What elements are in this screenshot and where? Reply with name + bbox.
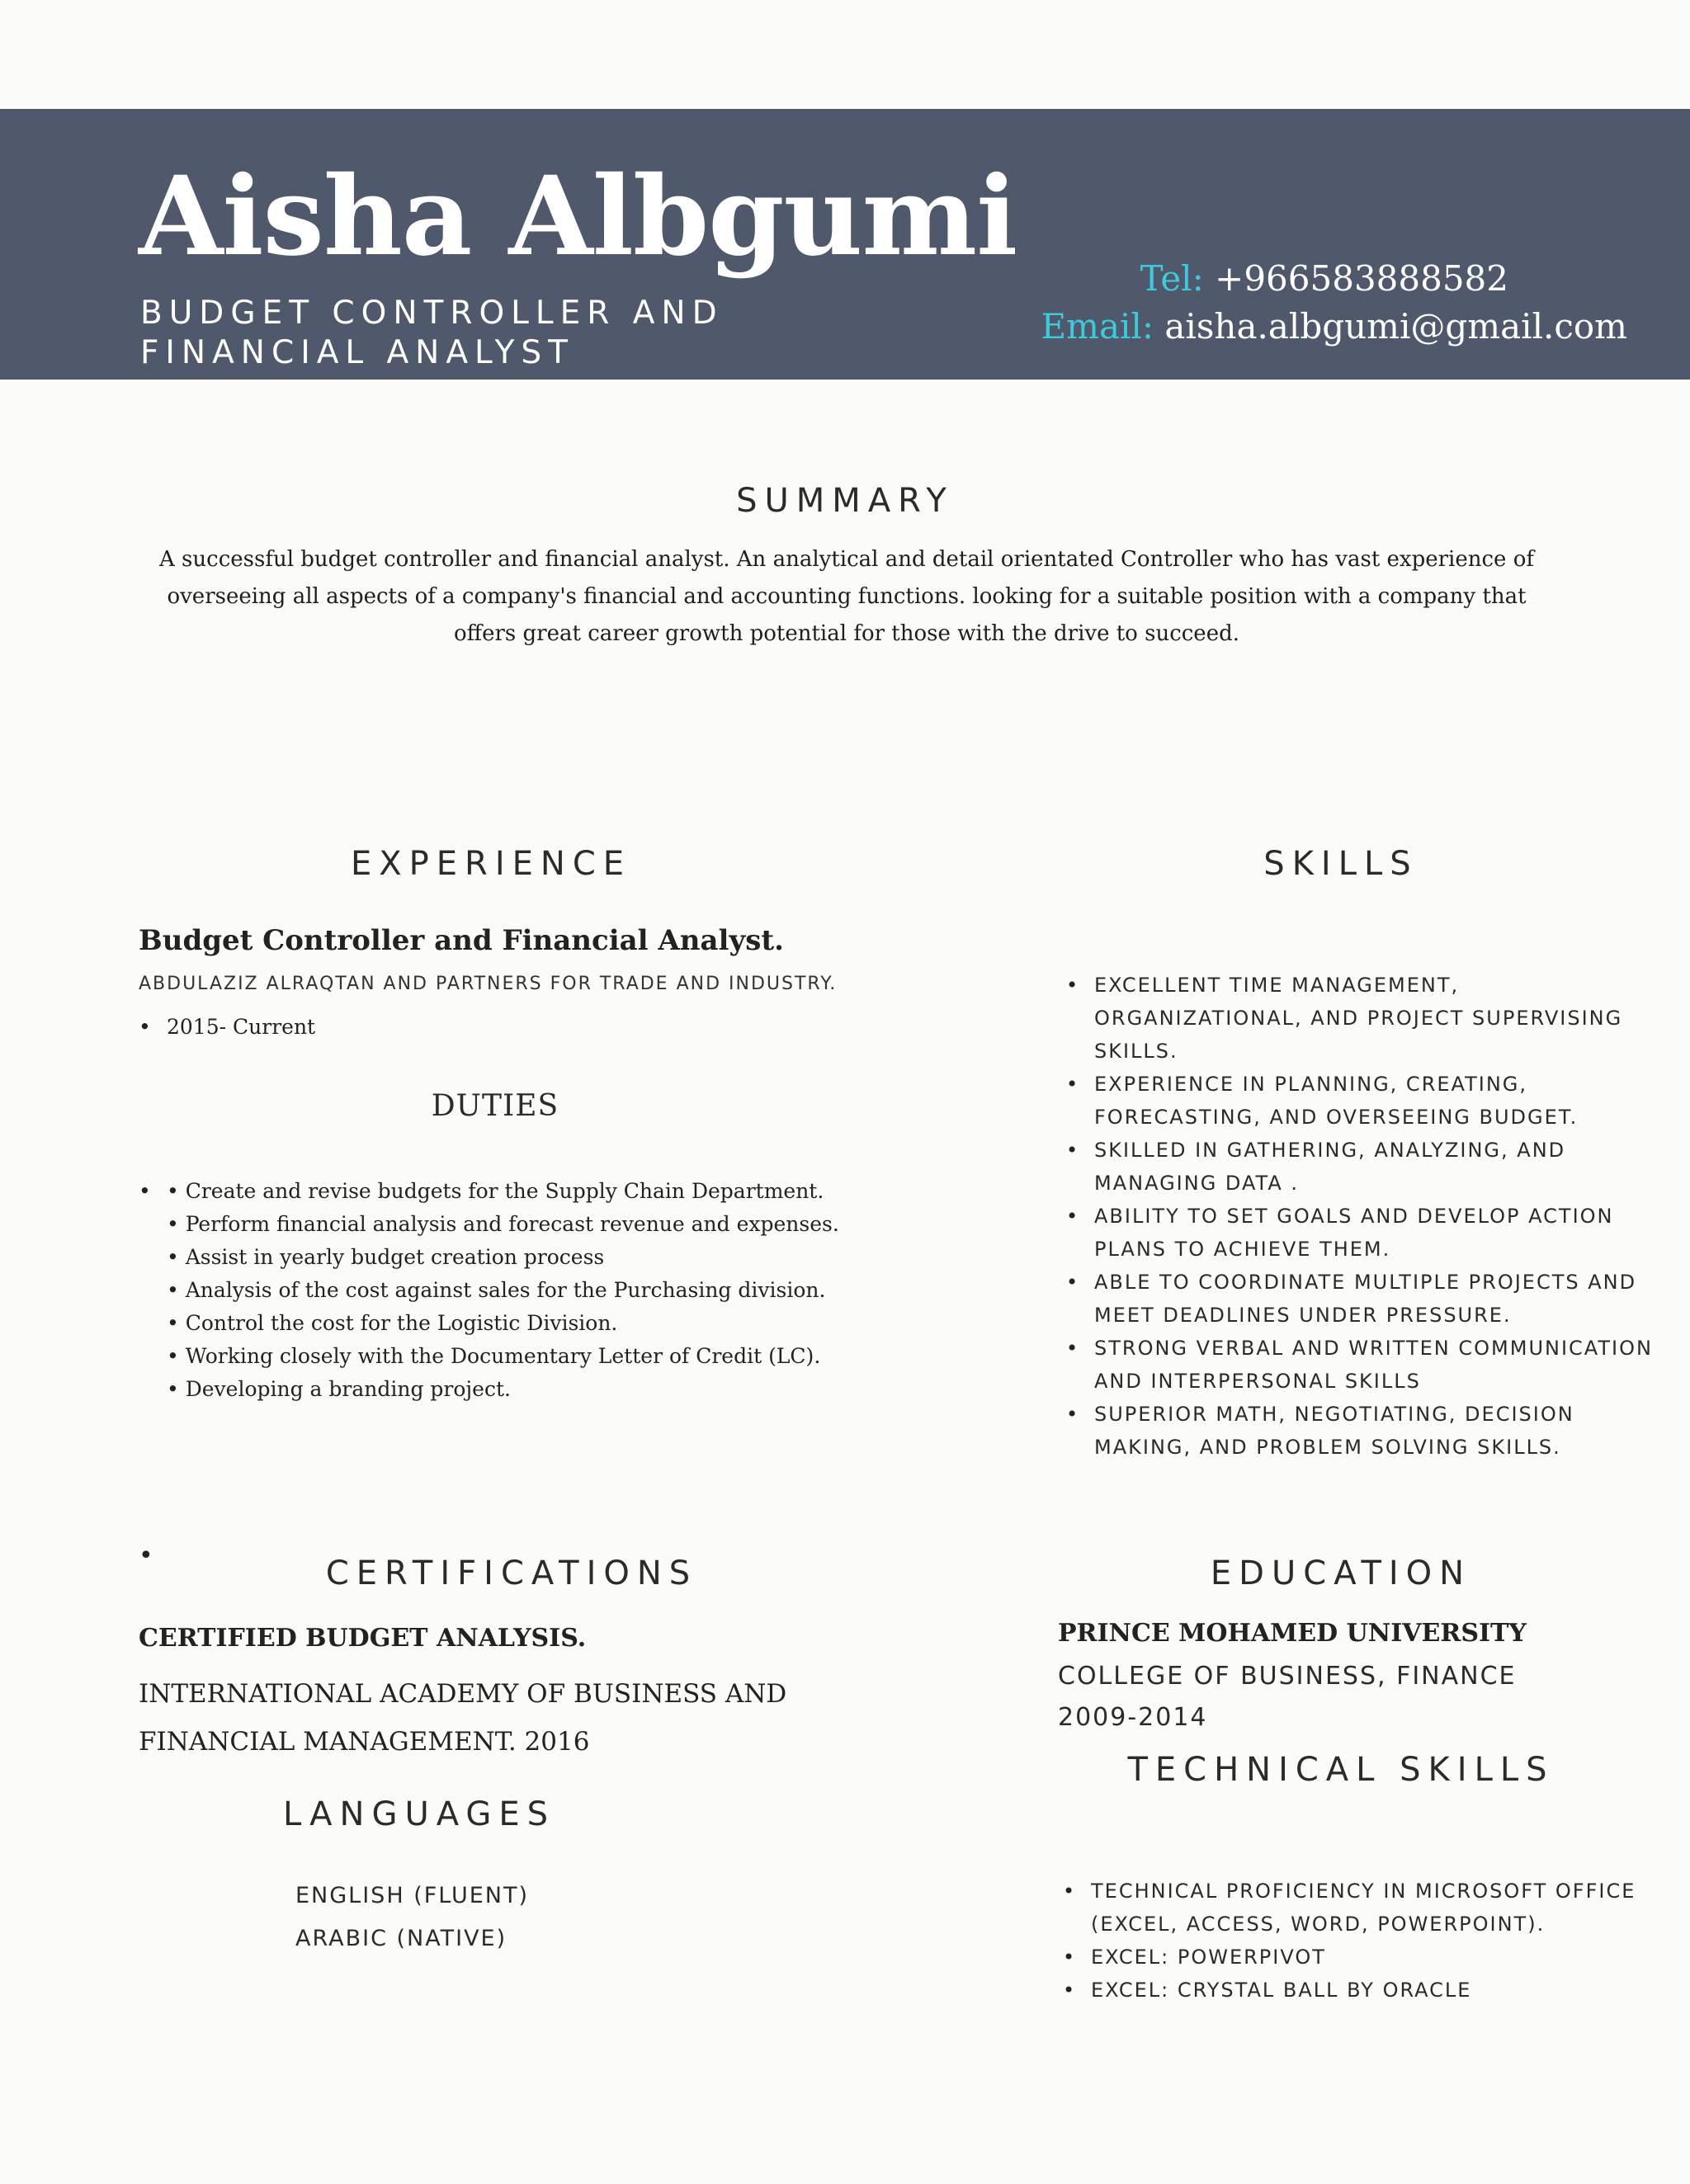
period-list bbox=[167, 1011, 315, 1044]
duty-item: • • Create and revise budgets for the Supply Chain Department. bbox=[167, 1175, 893, 1208]
duty-item: • Perform financial analysis and forecast revenue and expenses. bbox=[167, 1212, 839, 1236]
candidate-name: Aisha Albgumi bbox=[139, 153, 1017, 281]
education-years: 2009-2014 bbox=[1058, 1703, 1208, 1732]
duty-item: • Control the cost for the Logistic Division. bbox=[167, 1311, 618, 1335]
stray-bullet: • bbox=[139, 1541, 153, 1570]
languages-list bbox=[295, 1875, 529, 1960]
duty-item: • Developing a branding project. bbox=[167, 1377, 511, 1401]
job-title: BUDGET CONTROLLER AND FINANCIAL ANALYST bbox=[140, 295, 724, 371]
skill-item: • ABLE TO COORDINATE MULTIPLE PROJECTS AND MEET DEADLINES UNDER PRESSURE. bbox=[1094, 1266, 1672, 1332]
duty-item: • Analysis of the cost against sales for the Purchasing division. bbox=[167, 1278, 826, 1302]
tel-value: +966583888582 bbox=[1215, 258, 1508, 299]
tel-label: Tel: bbox=[1140, 258, 1204, 299]
company-name: ABDULAZIZ ALRAQTAN AND PARTNERS FOR TRADE AND INDUSTRY. bbox=[139, 974, 838, 994]
skill-item: • ABILITY TO SET GOALS AND DEVELOP ACTION PLANS TO ACHIEVE THEM. bbox=[1094, 1200, 1672, 1266]
skill-item: • SKILLED IN GATHERING, ANALYZING, AND MANAGING DATA . bbox=[1094, 1134, 1672, 1200]
certifications-heading: CERTIFICATIONS bbox=[325, 1554, 698, 1592]
technical-skills-heading: TECHNICAL SKILLS bbox=[1127, 1751, 1555, 1789]
summary-text: A successful budget controller and financial analyst. An analytical and detail orientated Controller who has vast experience of overseeing all aspects of a company's financial and accounting functions. looking for a suitable position with a company that offers great career growth potential for those with the drive to succeed. bbox=[159, 547, 1534, 646]
technical-skills-list bbox=[1091, 1875, 1669, 2007]
education-college: COLLEGE OF BUSINESS, FINANCE bbox=[1058, 1662, 1517, 1691]
summary-heading: SUMMARY bbox=[736, 482, 954, 520]
skills-heading: SKILLS bbox=[1263, 845, 1419, 883]
experience-heading: EXPERIENCE bbox=[350, 845, 632, 883]
language-item: ARABIC (NATIVE) bbox=[295, 1926, 507, 1951]
technical-skill-item: • TECHNICAL PROFICIENCY IN MICROSOFT OFFICE (EXCEL, ACCESS, WORD, POWERPOINT). bbox=[1091, 1875, 1669, 1941]
certification-body: INTERNATIONAL ACADEMY OF BUSINESS AND FINANCIAL MANAGEMENT. 2016 bbox=[139, 1679, 787, 1757]
contact-email bbox=[1041, 304, 1627, 350]
skill-item: • SUPERIOR MATH, NEGOTIATING, DECISION MAKING, AND PROBLEM SOLVING SKILLS. bbox=[1094, 1398, 1672, 1464]
duty-item: • Assist in yearly budget creation process bbox=[167, 1245, 605, 1269]
technical-skill-item: • EXCEL: CRYSTAL BALL BY ORACLE bbox=[1091, 1974, 1669, 2007]
email-label: Email: bbox=[1041, 306, 1154, 347]
duties-list bbox=[167, 1175, 893, 1406]
contact-tel bbox=[1140, 256, 1508, 302]
duty-item: • Working closely with the Documentary Letter of Credit (LC). bbox=[167, 1344, 821, 1368]
skill-item: • EXCELLENT TIME MANAGEMENT, ORGANIZATIONAL, AND PROJECT SUPERVISING SKILLS. bbox=[1094, 969, 1672, 1068]
language-item: ENGLISH (FLUENT) bbox=[295, 1883, 530, 1908]
job-heading: Budget Controller and Financial Analyst. bbox=[139, 924, 784, 957]
skills-list bbox=[1094, 969, 1672, 1464]
education-heading: EDUCATION bbox=[1210, 1554, 1472, 1592]
certification-title: CERTIFIED BUDGET ANALYSIS. bbox=[139, 1624, 587, 1653]
period-item: • 2015- Current bbox=[167, 1011, 315, 1044]
skill-item: • EXPERIENCE IN PLANNING, CREATING, FORECASTING, AND OVERSEEING BUDGET. bbox=[1094, 1068, 1672, 1134]
skill-item: • STRONG VERBAL AND WRITTEN COMMUNICATION AND INTERPERSONAL SKILLS bbox=[1094, 1332, 1672, 1398]
duties-heading: DUTIES bbox=[431, 1089, 559, 1123]
technical-skill-item: • EXCEL: POWERPIVOT bbox=[1091, 1941, 1669, 1974]
email-value: aisha.albgumi@gmail.com bbox=[1164, 306, 1627, 347]
education-school: PRINCE MOHAMED UNIVERSITY bbox=[1058, 1619, 1527, 1648]
languages-heading: LANGUAGES bbox=[282, 1795, 556, 1833]
